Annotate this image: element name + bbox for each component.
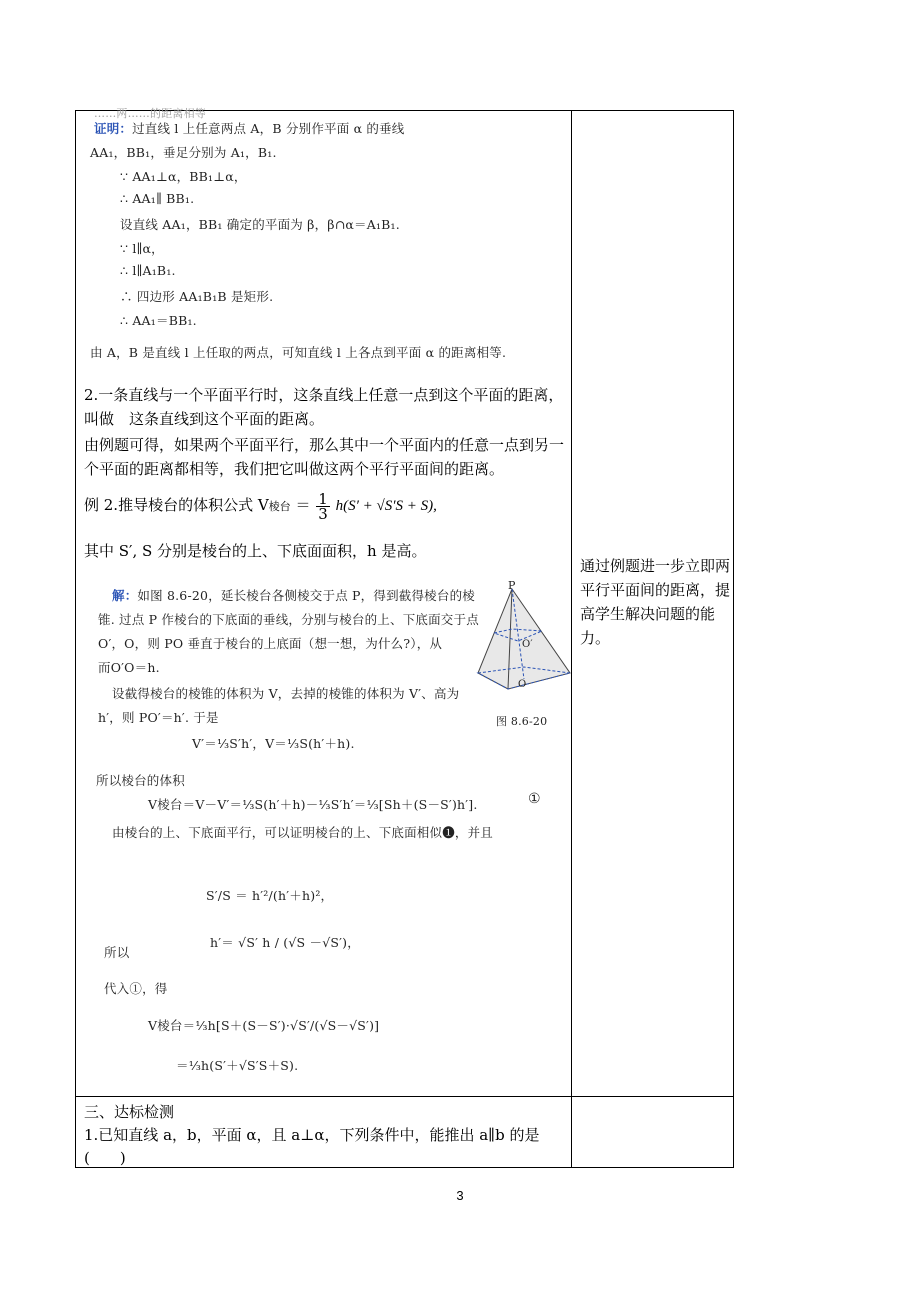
solution-line: h′，则 PO′＝h′. 于是: [98, 710, 219, 725]
section-3: [84, 1101, 569, 1170]
figure-caption: 图 8.6-20: [496, 715, 548, 728]
so-volume: 所以棱台的体积: [96, 773, 185, 788]
h-prime-formula: h′＝ √S′ h / (√S －√S′)，: [210, 935, 360, 950]
volume-formula: V棱台＝V－V′＝⅓S(h′＋h)－⅓S′h′＝⅓[Sh＋(S－S′)h′].: [148, 797, 478, 812]
proof-conclusion: 由 A，B 是直线 l 上任取的两点，可知直线 l 上各点到平面 α 的距离相等.: [90, 345, 507, 360]
question-1: 1.已知直线 a，b，平面 α，且 a⊥α，下列条件中，能推出 a∥b 的是: [84, 1126, 540, 1144]
area-ratio: S′/S ＝ h′²/(h′＋h)²，: [206, 888, 334, 903]
solution-line: O′，O，则 PO 垂直于棱台的上底面（想一想，为什么?），从: [98, 636, 443, 651]
proof-line: ∴ AA₁∥ BB₁.: [120, 191, 195, 206]
row-divider: [76, 1096, 733, 1097]
proof-line: ∵ AA₁⊥α，BB₁⊥α，: [120, 169, 247, 184]
question-1-paren: ( ): [84, 1149, 126, 1167]
section-3-title: 三、达标检测: [84, 1103, 175, 1121]
parallel-planes-distance: 由例题可得，如果两个平面平行，那么其中一个平面内的任意一点到另一个平面的距离都相等，我们把它叫做这两个平行平面间的距离。: [84, 436, 565, 478]
fraction-one-third: $\frac{1}{3}$: [318, 489, 328, 523]
definition-2: 2.一条直线与一个平面平行时，这条直线上任意一点到这个平面的距离，叫做 这条直线到这个平面的距离。: [84, 386, 564, 428]
column-divider: [571, 111, 572, 1167]
proof-top-cut: ……两……的距离相等: [94, 107, 206, 120]
example-2: 例 2.推导棱台的体积公式 V棱台 ＝ $\frac{1}{3}$ h(S′ + √S′S + S),: [84, 489, 437, 523]
proof-line: ∴ AA₁＝BB₁.: [120, 313, 197, 328]
proof-line: ∴ l∥A₁B₁.: [120, 263, 176, 278]
solution-line: 而O′O＝h.: [98, 660, 160, 675]
figure-label-p: P: [508, 579, 516, 592]
lesson-table: [75, 107, 734, 1168]
similar-statement: 由棱台的上、下底面平行，可以证明棱台的上、下底面相似❶，并且: [112, 825, 494, 840]
final-formula-1: V棱台＝⅓h[S＋(S－S′)·√S′/(√S－√S′)]: [148, 1018, 380, 1033]
page-number: 3: [456, 1188, 464, 1203]
solution-line: 解：如图 8.6-20，延长棱台各侧棱交于点 P，得到截得棱台的棱: [112, 588, 475, 603]
figure-label-o-prime: O′: [522, 639, 533, 650]
proof-line: ∵ l∥α，: [120, 241, 164, 256]
substitute-label: 代入①，得: [104, 981, 168, 996]
so-label: 所以: [104, 945, 130, 960]
circled-one: ①: [528, 791, 541, 807]
teaching-note: 通过例题进一步立即两平行平面间的距离，提高学生解决问题的能力。: [580, 557, 731, 647]
v-definitions: V′＝⅓S′h′，V＝⅓S(h′＋h).: [192, 736, 355, 751]
example-2-where: 其中 S′, S 分别是棱台的上、下底面面积，h 是高。: [84, 542, 427, 560]
figure-label-o: O: [518, 679, 527, 690]
proof-line: AA₁，BB₁，垂足分别为 A₁，B₁.: [90, 145, 277, 160]
final-formula-2: ＝⅓h(S′＋√S′S＋S).: [176, 1058, 299, 1073]
proof-line: 设直线 AA₁，BB₁ 确定的平面为 β，β∩α＝A₁B₁.: [120, 217, 400, 232]
solution-line: 锥. 过点 P 作棱台的下底面的垂线，分别与棱台的上、下底面交于点: [98, 612, 479, 627]
proof-line: 证明：过直线 l 上任意两点 A，B 分别作平面 α 的垂线: [94, 121, 405, 136]
proof-line: ∴ 四边形 AA₁B₁B 是矩形.: [120, 289, 274, 304]
solution-line: 设截得棱台的棱锥的体积为 V，去掉的棱锥的体积为 V′、高为: [112, 686, 460, 701]
